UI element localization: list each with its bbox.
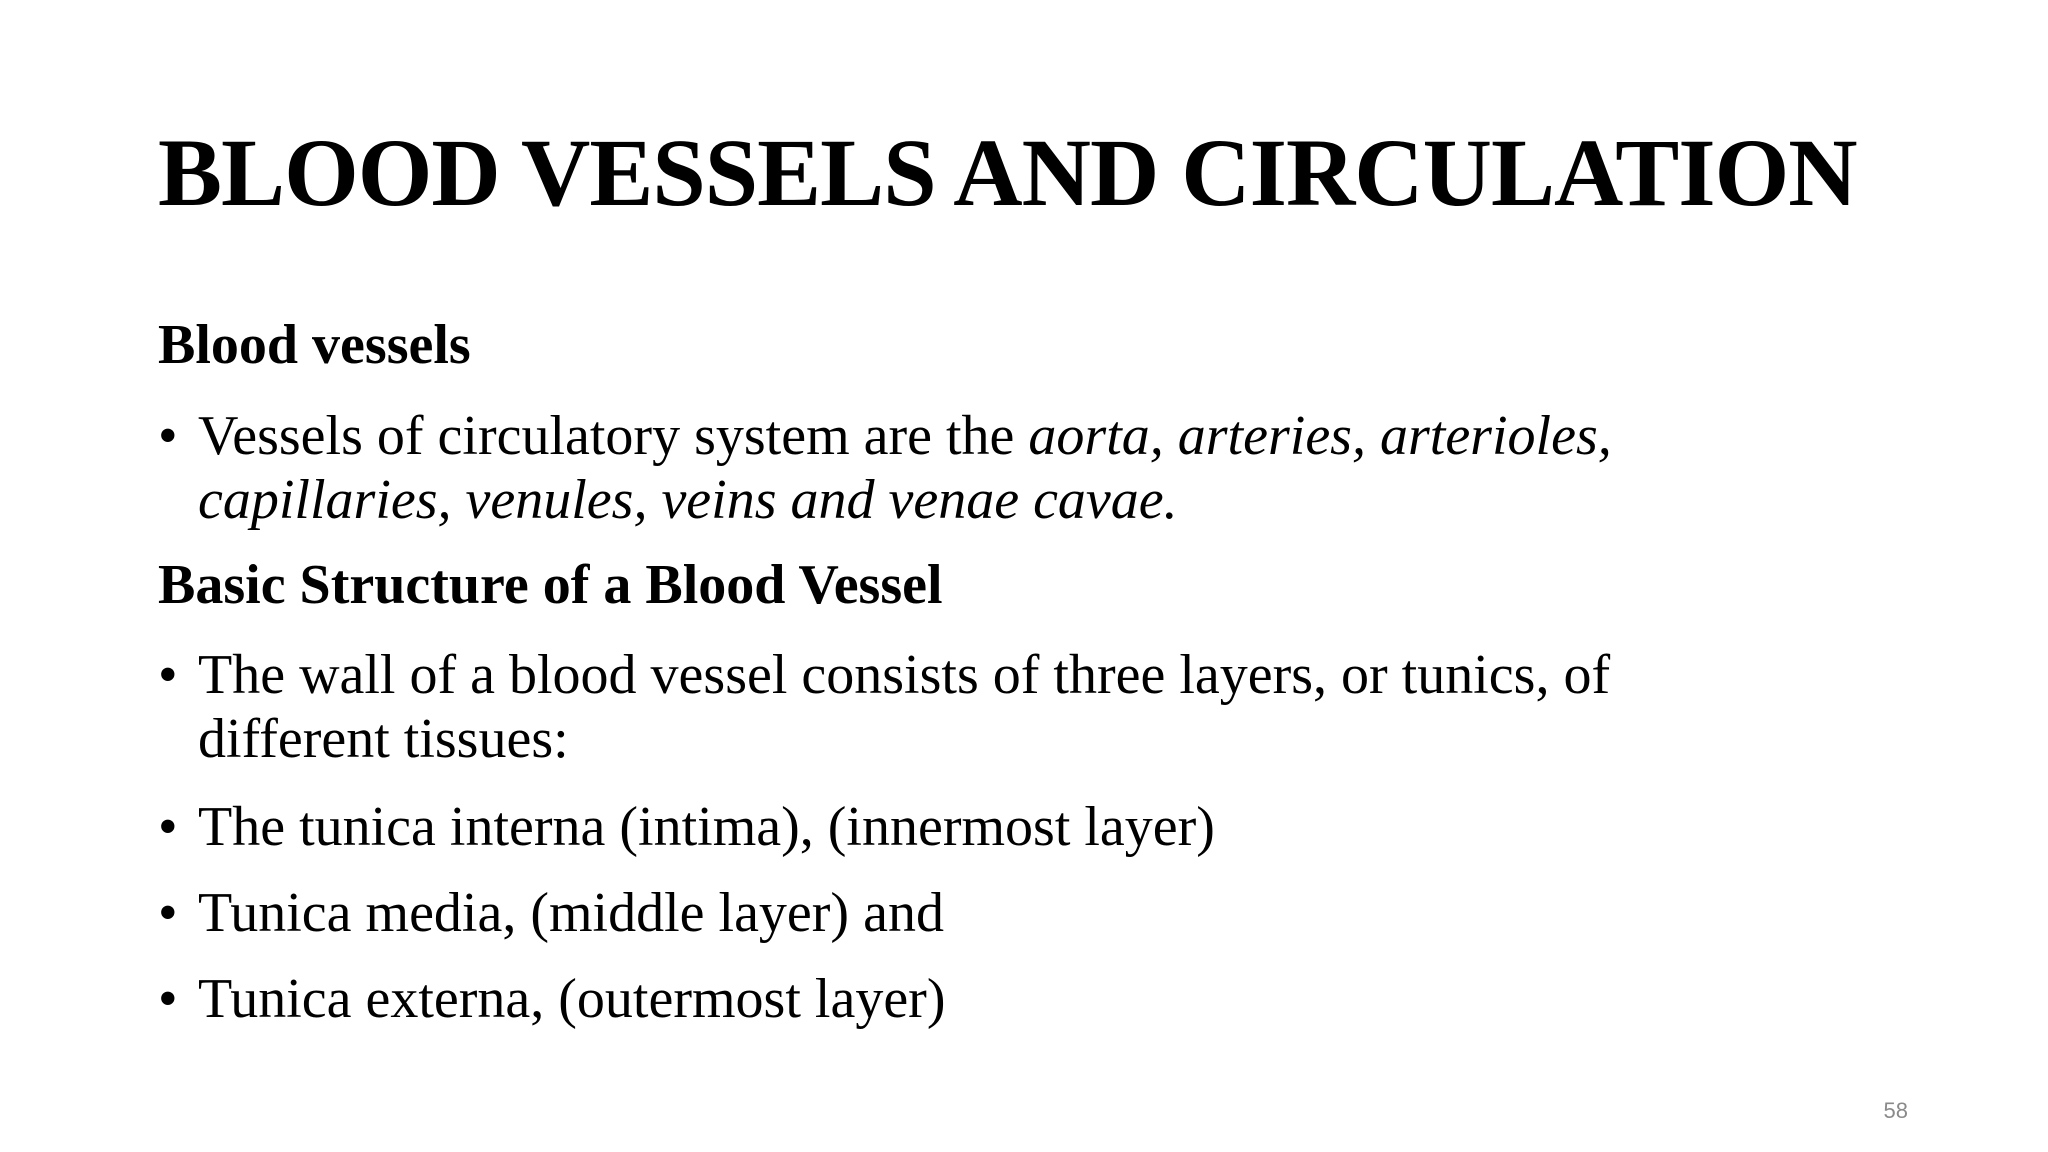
bullet-tunica-interna: [158, 795, 1758, 859]
bullet-text: The tunica interna (intima), (innermost layer): [198, 796, 1215, 858]
bullet-marker: •: [158, 796, 178, 858]
bullet-wall-layers: [158, 643, 1758, 771]
bullet-marker: •: [158, 882, 178, 944]
bullet-marker: •: [158, 644, 178, 706]
bullet-text-italic: aorta, arteries, arterioles, capillaries, venules, veins and venae cavae.: [198, 405, 1612, 531]
section-heading-blood-vessels: Blood vessels: [158, 314, 471, 376]
bullet-text-plain: Vessels of circulatory system are the: [198, 405, 1029, 467]
bullet-vessels-list: [158, 404, 1758, 532]
section-heading-basic-structure: Basic Structure of a Blood Vessel: [158, 554, 943, 616]
bullet-text: Tunica media, (middle layer) and: [198, 882, 944, 944]
bullet-text: [198, 404, 1758, 532]
page-number: 58: [1883, 1098, 1908, 1123]
bullet-text: The wall of a blood vessel consists of three layers, or tunics, of different tissues:: [198, 644, 1611, 770]
bullet-tunica-externa: [158, 967, 1758, 1031]
bullet-marker: •: [158, 405, 178, 467]
bullet-tunica-media: [158, 881, 1758, 945]
bullet-text: Tunica externa, (outermost layer): [198, 968, 946, 1030]
slide-title: BLOOD VESSELS AND CIRCULATION: [158, 119, 1857, 226]
bullet-marker: •: [158, 968, 178, 1030]
